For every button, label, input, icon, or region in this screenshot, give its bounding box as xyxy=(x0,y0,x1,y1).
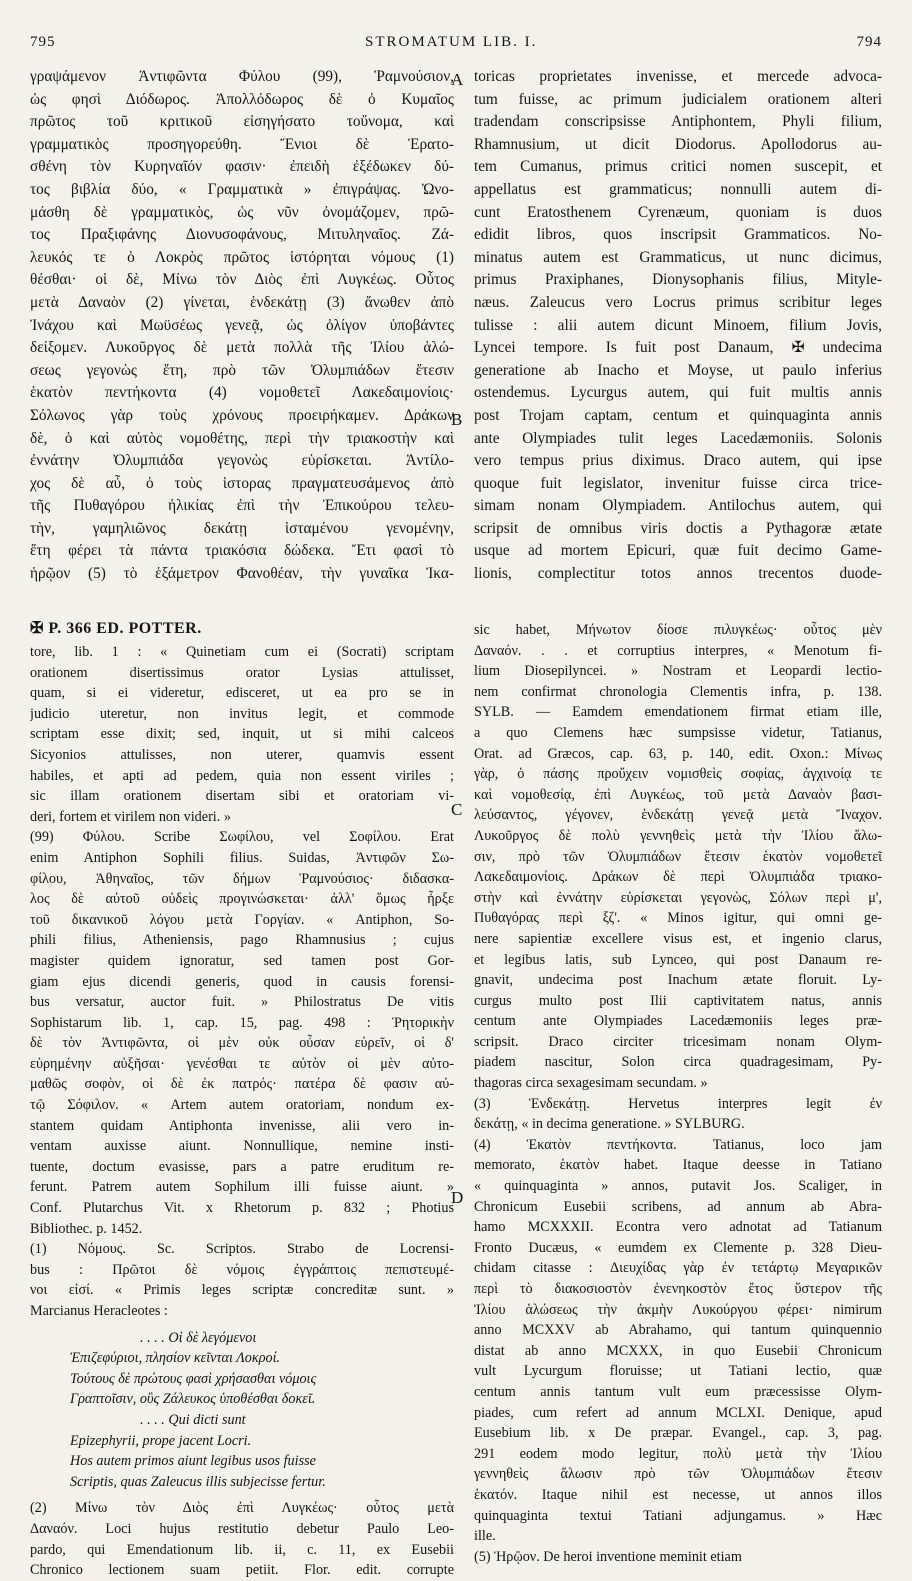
greek-text-column xyxy=(30,66,454,586)
text-line: (3) Ἑνδεκάτῃ. Hervetus interpres legit ἐν xyxy=(474,1095,882,1112)
text-line: Chronico lectionem suam petiit. Flor. edit. corrupte xyxy=(30,1562,454,1579)
text-line: quam, si ei videretur, edisceret, ut ea pro se in xyxy=(30,685,454,702)
text-line: περὶ τὸ διακοσιοστὸν ἐνενηκοστὸν ἔτος ὕστερον τῆς xyxy=(474,1281,882,1297)
text-line: (4) Ἑκατὸν πεντήκοντα. Tatianus, loco jam xyxy=(474,1136,882,1153)
text-line: ἑκατόν. Itaque nihil est necesse, ut annos illos xyxy=(474,1486,882,1503)
text-line: cunt Eratosthenem Cyrenæum, quoniam is duos xyxy=(474,203,882,221)
text-line: σεως γεγονὼς ἔτη, πρὸ τῶν Ὀλυμπιάδων ἔτεσιν xyxy=(30,361,454,379)
potter-page-mark: ✠ P. 366 ED. POTTER. xyxy=(30,620,202,637)
text-line: Eusebium lib. x De præpar. Evangel., cap. 3, pag. xyxy=(474,1425,882,1442)
text-line: tulisse : alii autem dicunt Minoem, filium Jovis, xyxy=(474,316,882,334)
text-line: distat ab anno MCXXX, in quo Eusebii Chronicum xyxy=(474,1342,882,1359)
text-line: scripsit. Draco circiter tricesimam nonam Olym- xyxy=(474,1033,882,1050)
text-line: Conf. Plutarchus Vit. x Rhetorum p. 832 ; Photius xyxy=(30,1200,454,1217)
text-line: μετὰ Δαναὸν (2) γίνεται, ἑνδεκάτῃ (3) ἄνωθεν ἀπὸ xyxy=(30,293,454,311)
text-line: Σόλωνος γὰρ τοὺς χρόνους προειρήκαμεν. Δράκων xyxy=(30,406,454,424)
text-line: sic habet, Μήνωτον δίοσε πιλυγκέως· οὗτος μὲν xyxy=(474,622,882,638)
text-line: lium Diosepilyncei. » Nostram et Leopardi lectio- xyxy=(474,663,882,680)
text-line: vult Lycurgum floruisse; ut Tatiani lectio, quæ xyxy=(474,1363,882,1380)
text-line: δεκάτῃ, « in decima generatione. » SYLBURG. xyxy=(474,1116,745,1133)
text-line: γραμματικὸς προσηγορεύθη. Ἔνιοι δὲ Ἐρατο- xyxy=(30,135,454,153)
text-line: bus versatur, auctor fuit. » Philostratus De vitis xyxy=(30,994,454,1011)
text-line: Δαναόν. . . et corruptius interpres, « Menotum fi- xyxy=(474,642,882,659)
text-line: (1) Νόμους. Sc. Scriptos. Strabo de Locrensi- xyxy=(30,1241,454,1258)
text-line: ἔτη φέρει τὰ πάντα τριακόσια δώδεκα. Ἔτι φασὶ τὸ xyxy=(30,542,454,560)
left-notes-column xyxy=(30,642,454,1581)
text-line: ante Olympiades tulit leges Lacedæmoniis. Solonis xyxy=(474,429,882,447)
text-line: enim Antiphon Sophili filius. Suidas, Ἀντιφῶν Σω- xyxy=(30,849,454,866)
text-line: tem Cumanus, primus critici nomen suscepit, et xyxy=(474,158,882,176)
text-line: (5) Ἡρῷον. De heroi inventione meminit etiam xyxy=(474,1548,742,1565)
text-line: γεννηθεὶς ἅλωσιν πρὸ τῶν Ὀλυμπιάδων ἔτεσιν xyxy=(474,1466,882,1483)
text-line: τος βιβλία δύο, « Γραμματικὰ » ἐπιγράψας. Ὠνο- xyxy=(30,180,454,198)
text-line: hamo MCXXXII. Econtra vero adnotat ad Tatianum xyxy=(474,1219,882,1236)
text-line: centum annis tantum vult eum præcessisse Olym- xyxy=(474,1383,882,1400)
text-line: δὲ τὸν Ἀντιφῶντα, οἱ μὲν οὐκ οὖσαν εὑρεῖν, οἱ δ' xyxy=(30,1035,454,1052)
text-line: appellatus est grammaticus; nonnulli autem di- xyxy=(474,180,882,198)
text-line: Δαναόν. Loci hujus restitutio debetur Paulo Leo- xyxy=(30,1520,454,1537)
text-line: τῷ Σόφιλον. « Artem autem oratoriam, nondum ex- xyxy=(30,1097,454,1114)
text-line: Rhamnusium, ut dicit Diodorus. Apollodorus au- xyxy=(474,135,882,153)
text-line: edidit libros, quos inscripsit Grammaticos. No- xyxy=(474,226,882,244)
text-line: . . . . Qui dicti sunt xyxy=(140,1411,246,1428)
text-line: piades, cum refert ad annum MCLXI. Denique, apud xyxy=(474,1404,882,1421)
text-line: ostendemus. Lycurgus autem, qui fuit multis annis xyxy=(474,384,882,402)
text-line: Τούτους δὲ πρώτους φασὶ χρήσασθαι νόμοις xyxy=(70,1370,317,1387)
text-line: λευκός τε ὁ Λοκρὸς πρῶτος ἱστόρηται νόμους (1) xyxy=(30,248,454,266)
text-line: lionis, complectitur totos annos trecentos duode- xyxy=(474,565,882,583)
text-line: Scriptis, quas Zaleucus illis subjecisse fertur. xyxy=(70,1473,326,1490)
text-line: θέσθαι· οἱ δὲ, Μίνω τὸν Διὸς ἐπὶ Λυγκέως. Οὗτος xyxy=(30,271,454,289)
text-line: Λακεδαιμονίοις. Δράκων δὲ περὶ Ὀλυμπιάδα τριακο- xyxy=(474,869,882,886)
text-line: minatus autem est Grammaticus, ut nunc dicimus, xyxy=(474,248,882,266)
text-line: (99) Φύλου. Scribe Σωφίλου, vel Σοφίλου. Erat xyxy=(30,829,454,846)
text-line: scripsit de omnibus viris doctis a Pythagoræ ætate xyxy=(474,519,882,537)
text-line: σιν, πρὸ τῶν Ὀλυμπιάδων ἔτεσιν ἑκατὸν νομοθετεῖ xyxy=(474,848,882,865)
text-line: μαθῶς σοφὸν, οἱ δὲ ἐκ πατρός· πατέρα δὲ φασιν αὐ- xyxy=(30,1076,454,1093)
text-line: Fronto Ducæus, « eumdem ex Clemente p. 328 Dieu- xyxy=(474,1239,882,1256)
text-line: Marcianus Heracleotes : xyxy=(30,1303,168,1319)
text-line: næus. Zaleucus vero Locrus primus scribitur leges xyxy=(474,293,882,311)
text-line: τῆς Πυθαγόρου ἡλικίας ἐπὶ τὴν Ἐπικούρου τελευ- xyxy=(30,497,454,515)
text-line: habiles, et apti ad pedem, quia non essent viriles ; xyxy=(30,767,454,784)
text-line: σθένη τὸν Κυρηναῖόν φασιν· ἐπειδὴ ἐξέδωκεν δύ- xyxy=(30,158,454,176)
text-line: Bibliothec. p. 1452. xyxy=(30,1220,143,1237)
text-line: « quinquaginta » annos, putavit Jos. Scaliger, in xyxy=(474,1178,882,1195)
text-line: stantem quidam Antiphonta invenisse, alii vero in- xyxy=(30,1117,454,1134)
text-line: et legibus latis, sub Lynceo, qui post Danaum re- xyxy=(474,951,882,968)
text-line: usque ad mortem Epicuri, quæ fuit decimo Game- xyxy=(474,542,882,560)
text-line: tum fuisse, ac primum judicialem orationem alteri xyxy=(474,90,882,108)
text-line: centum ante Olympiades Lacedæmoniis leges præ- xyxy=(474,1013,882,1030)
text-line: χος δὲ αὖ, ὁ τοὺς ἱστορας πραγματευσάμενος ἀπὸ xyxy=(30,474,454,492)
text-line: ille. xyxy=(474,1528,496,1545)
text-line: vero tempus prius diximus. Draco autem, qui ipse xyxy=(474,452,882,470)
text-line: tradendam conscripsisse Antiphontem, Phyli filium, xyxy=(474,113,882,131)
text-line: gnavit, undecima post Inachum ætate floruit. Ly- xyxy=(474,972,882,989)
text-line: orationem disertissimus orator Lysias attulisset, xyxy=(30,664,454,681)
text-line: memorato, ἑκατὸν habet. Itaque deesse in Tatiano xyxy=(474,1157,882,1174)
text-line: magister quidem ignoratur, sed tamen post Gor- xyxy=(30,952,454,969)
text-line: ἑκατὸν πεντήκοντα (4) νομοθετεῖ Λακεδαιμονίοις· xyxy=(30,384,454,402)
text-line: quoque fuit legislator, invenitur fuisse circa trice- xyxy=(474,474,882,492)
text-line: pardo, qui Emendationum lib. ii, c. 11, ex Eusebii xyxy=(30,1541,454,1558)
text-line: giam ejus dicendi generis, quod in causis forensi- xyxy=(30,973,454,990)
running-title: STROMATUM LIB. I. xyxy=(365,34,538,50)
text-line: φίλου, Ἀθηναῖος, τῶν δήμων Ῥαμνούσιος· διδασκα- xyxy=(30,870,454,887)
text-line: quinquaginta textui Tatiani adjungamus. » Hæc xyxy=(474,1507,882,1524)
text-line: Hos autem primos aiunt legibus usos fuisse xyxy=(70,1453,316,1470)
left-page-number: 795 xyxy=(30,34,56,50)
text-line: τὴν, γαμηλιῶνος δεκάτῃ ἱσταμένου γενομένην, xyxy=(30,519,454,537)
text-line: νοι εἰσί. « Primis leges scriptæ concreditæ sunt. » xyxy=(30,1282,454,1299)
text-line: tore, lib. 1 : « Quinetiam cum ei (Socrati) scriptam xyxy=(30,644,454,660)
text-line: anno MCXXV ab Abrahamo, qui tantum quinquennio xyxy=(474,1322,882,1339)
text-line: ventam auxisse aiunt. Nonnullique, nemine insti- xyxy=(30,1138,454,1155)
text-line: ἐννάτην Ὀλυμπιάδα γεγονὼς εὑρίσκεται. Ἀντίλο- xyxy=(30,452,454,470)
text-line: bus : Πρῶτοι δὲ νόμοις ἐγγράπτοις πεπιστευμέ- xyxy=(30,1261,454,1278)
text-line: Λυκοῦργος δὲ πολὺ γεννηθεὶς μετὰ τὴν Ἰλίου ἅλω- xyxy=(474,827,882,844)
text-line: Πυθαγόρας περὶ ξζ'. « Minos igitur, qui omni ge- xyxy=(474,910,882,927)
text-line: εὑρημένην αὐξῆσαι· γενέσθαι τε αὐτὸν οἱ μὲν αὐτο- xyxy=(30,1055,454,1072)
text-line: Orat. ad Græcos, cap. 63, p. 140, edit. Oxon.: Μίνως xyxy=(474,745,882,762)
text-line: λεύσαντος, γέγονεν, ἑνδεκάτῃ γενεᾷ μετὰ Ἴναχον. xyxy=(474,807,882,824)
latin-text-column xyxy=(474,66,882,586)
margin-mark-b: B xyxy=(451,410,463,429)
text-line: γραψάμενον Ἀντιφῶντα Φύλου (99), Ῥαμνούσιον, xyxy=(30,68,454,85)
text-line: sic illam orationem disertam sibi et oratoriam vi- xyxy=(30,788,454,805)
text-line: SYLB. — Eamdem emendationem firmat etiam ille, xyxy=(474,704,882,721)
text-line: Γραπτοῖσιν, οὓς Ζάλευκος ὑποθέσθαι δοκεῖ. xyxy=(70,1391,316,1408)
text-line: ὡς φησὶ Διόδωρος. Ἀπολλόδωρος δὲ ὁ Κυμαῖος xyxy=(30,90,454,108)
text-line: piadem nascitur, Solon circa quadragesimam, Py- xyxy=(474,1054,882,1071)
text-line: nere sapientiæ excellere visus est, et ingenio clarus, xyxy=(474,930,882,947)
text-line: ferunt. Patrem autem Sophilum illi fuisse aiunt. » xyxy=(30,1179,454,1196)
text-line: καὶ νομοθεσίᾳ, ἐπὶ Λυγκέως, τοῦ μετὰ Δαναὸν βασι- xyxy=(474,786,882,803)
text-line: στὴν καὶ ἐννάτην εὑρίσκεται γεγονὼς, Σόλων περὶ μ', xyxy=(474,889,882,906)
text-line: deri, fortem et virilem non videri. » xyxy=(30,808,231,825)
text-line: Ἰλίου ἁλώσεως τὴν ἀκμὴν Λυκούργου φέρει· nimirum xyxy=(474,1301,882,1318)
text-line: 291 eodem modo legitur, πολὺ μετὰ τὴν Ἰλίου xyxy=(474,1445,882,1462)
text-line: τοῦ δικανικοῦ λόγου μετὰ Γοργίαν. « Antiphon, So- xyxy=(30,911,454,928)
text-line: post Trojam captam, centum et quinquaginta annis xyxy=(474,406,882,424)
text-line: (2) Μίνω τὸν Διὸς ἐπὶ Λυγκέως· οὗτος μετὰ xyxy=(30,1500,454,1517)
text-line: a quo Clemens hæc sumpsisse videtur, Tatianus, xyxy=(474,724,882,741)
text-line: πρῶτος τοῦ κριτικοῦ εἰσηγήσατο τοὔνομα, καὶ xyxy=(30,113,454,131)
text-line: γὰρ, ὁ πάσης προὔχειν νομισθεὶς σοφίας, ἀγχινοίᾳ τε xyxy=(474,766,882,783)
text-line: phili filius, Atheniensis, pago Rhamnusius ; cujus xyxy=(30,932,454,949)
text-line: scriptam esse dixit; sed, inquit, ut si mihi calceos xyxy=(30,726,454,743)
text-line: primus Praxiphanes, Dionysophanis filius, Mityle- xyxy=(474,271,882,289)
text-line: μάσθη δὲ γραμματικὸς, ὡς νῦν ὀνομάζομεν, πρῶ- xyxy=(30,203,454,221)
text-line: τος Πραξιφάνης Διονυσοφάνους, Μιτυληναῖος. Ζά- xyxy=(30,226,454,244)
text-line: δείξομεν. Λυκοῦργος δὲ μετὰ πολλὰ τῆς Ἰλίου ἁλώ- xyxy=(30,339,454,357)
margin-mark-c: C xyxy=(451,800,463,819)
text-line: tuente, doctum evasisse, pars a patre eruditum re- xyxy=(30,1158,454,1175)
text-line: δὲ, ὁ καὶ αὐτὸς νομοθέτης, περὶ τὴν τριακοστὴν καὶ xyxy=(30,429,454,447)
text-line: nem confirmat chronologia Clementis infra, p. 138. xyxy=(474,683,882,700)
text-line: Ἐπιζεφύριοι, πλησίον κεῖνται Λοκροί. xyxy=(70,1350,281,1367)
text-line: Chronicum Eusebii scribens, ad annum ab Abra- xyxy=(474,1198,882,1215)
text-line: Lyncei tempore. Is fuit post Danaum, ✠ undecima xyxy=(474,339,882,357)
text-line: judicio uteretur, non invitus legit, et commode xyxy=(30,705,454,722)
right-notes-column xyxy=(474,620,882,1567)
text-line: Sophistarum lib. 1, cap. 15, pag. 498 : Ῥητορικὴν xyxy=(30,1014,454,1031)
text-line: simam nonam Olympiadem. Antilochus autem, qui xyxy=(474,497,882,515)
text-line: thagoras circa sexagesimam secundam. » xyxy=(474,1075,708,1092)
text-line: Sicyonios attulisses, non uterer, quamvis essent xyxy=(30,746,454,763)
text-line: λος δὲ αὐτοῦ οὐδεὶς προγινώσκεται· ἀλλ' ὅμως ἦρξε xyxy=(30,891,454,908)
text-line: Epizephyrii, prope jacent Locri. xyxy=(70,1432,252,1449)
text-line: . . . . Οἱ δὲ λεγόμενοι xyxy=(140,1329,257,1346)
margin-mark-a: A xyxy=(451,70,464,89)
text-line: generatione ab Inacho et Moyse, ut paulo inferius xyxy=(474,361,882,379)
margin-mark-d: D xyxy=(451,1188,464,1207)
text-line: toricas proprietates invenisse, et mercede advoca- xyxy=(474,68,882,85)
text-line: curgus multo post Ilii captivitatem natus, annis xyxy=(474,992,882,1009)
text-line: chidam citasse : Διευχίδας γὰρ ἐν τετάρτῳ Μεγαρικῶν xyxy=(474,1260,882,1277)
text-line: Ἰνάχου καὶ Μωϋσέως γενεᾷ, ὡς ὀλίγον ὑποβάντες xyxy=(30,316,454,334)
right-page-number: 794 xyxy=(856,34,882,50)
text-line: ἡρῷον (5) τὸ ἑξάμετρον Φανοθέαν, τὴν γυναῖκα Ἰκα- xyxy=(30,565,454,583)
